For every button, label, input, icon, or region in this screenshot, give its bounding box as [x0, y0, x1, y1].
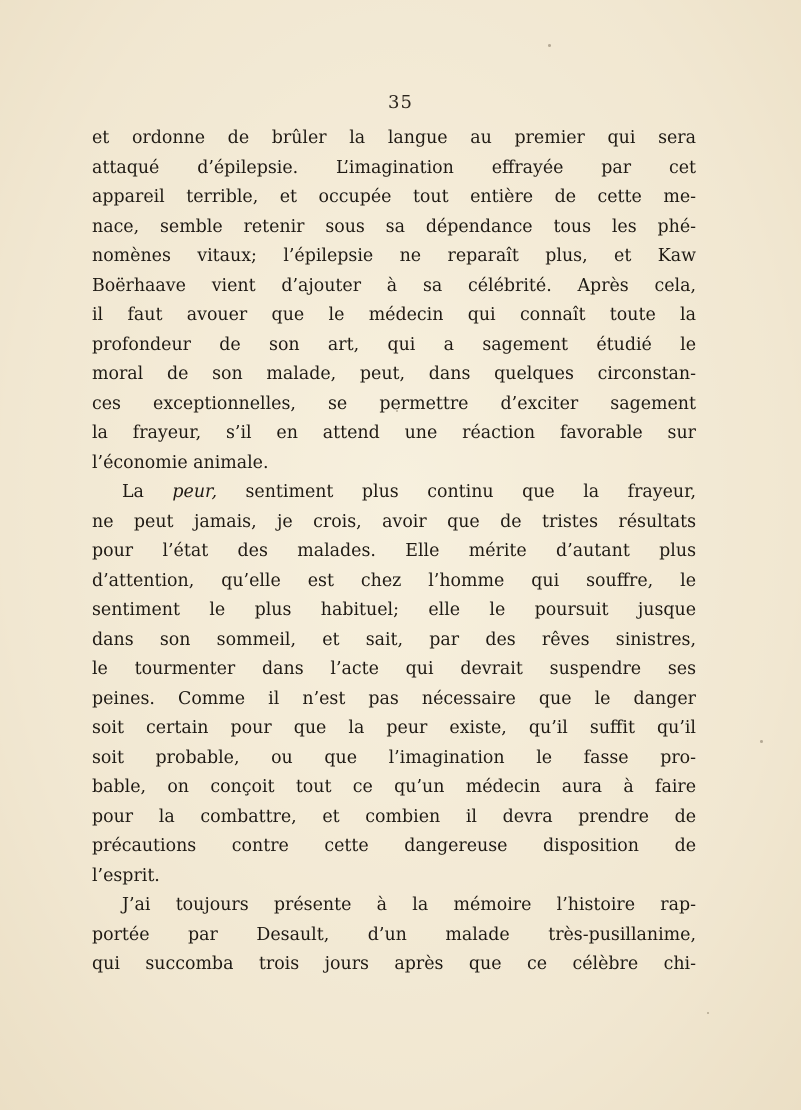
paper-speck — [548, 44, 551, 47]
text-line: soit probable, ou que l’imagination le fasse pro- — [92, 747, 696, 768]
text-line: l’économie animale. — [92, 452, 269, 473]
text-line: sentiment le plus habituel; elle le poursuit jusque — [92, 600, 696, 620]
paper-speck — [707, 1012, 709, 1014]
text-line: qui succomba trois jours après que ce célèbre chi- — [92, 954, 696, 974]
page-number: 35 — [388, 92, 413, 113]
text-line: l’esprit. — [92, 865, 160, 886]
italic-term: peur, — [172, 482, 217, 502]
text-line: nomènes vitaux; l’épilepsie ne reparaît plus, et Kaw — [92, 246, 696, 266]
body-text — [92, 124, 696, 980]
text-line: ne peut jamais, je crois, avoir que de tristes résultats — [92, 511, 696, 532]
text-line: ces exceptionnelles, se permettre d’exciter sagement — [92, 393, 696, 414]
line-prefix: La — [122, 482, 144, 502]
line-rest: sentiment plus continu que la frayeur, — [245, 482, 696, 502]
text-line: la frayeur, s’il en attend une réaction favorable sur — [92, 423, 696, 443]
text-line: J’ai toujours présente à la mémoire l’histoire rap- — [122, 895, 696, 915]
text-line: et ordonne de brûler la langue au premier qui sera — [92, 128, 696, 148]
text-line: il faut avouer que le médecin qui connaît toute la — [92, 305, 696, 325]
text-line: attaqué d’épilepsie. L’imagination effrayée par cet — [92, 157, 696, 178]
text-line: appareil terrible, et occupée tout entière de cette me- — [92, 187, 696, 207]
text-line: soit certain pour que la peur existe, qu’il suffit qu’il — [92, 718, 696, 738]
text-line: nace, semble retenir sous sa dépendance tous les phé- — [92, 216, 696, 237]
paper-speck — [396, 410, 398, 412]
paragraph-3 — [92, 891, 696, 980]
text-line: profondeur de son art, qui a sagement étudié le — [92, 334, 696, 355]
paragraph-1 — [92, 124, 696, 478]
text-line: d’attention, qu’elle est chez l’homme qui souffre, le — [92, 570, 696, 591]
paper-speck — [760, 740, 763, 743]
paragraph-2 — [92, 478, 696, 891]
text-line: bable, on conçoit tout ce qu’un médecin aura à faire — [92, 777, 696, 797]
text-line: moral de son malade, peut, dans quelques circonstan- — [92, 364, 696, 384]
text-line: pour la combattre, et combien il devra prendre de — [92, 806, 696, 827]
text-line-first — [92, 478, 696, 508]
text-line: le tourmenter dans l’acte qui devrait suspendre ses — [92, 659, 696, 679]
text-line: précautions contre cette dangereuse disposition de — [92, 836, 696, 856]
text-line: dans son sommeil, et sait, par des rêves sinistres, — [92, 629, 696, 650]
text-line: pour l’état des malades. Elle mérite d’autant plus — [92, 541, 696, 561]
text-line: peines. Comme il n’est pas nécessaire que le danger — [92, 688, 696, 709]
text-line: portée par Desault, d’un malade très-pusillanime, — [92, 924, 696, 945]
text-line: Boërhaave vient d’ajouter à sa célébrité. Après cela, — [92, 275, 696, 296]
